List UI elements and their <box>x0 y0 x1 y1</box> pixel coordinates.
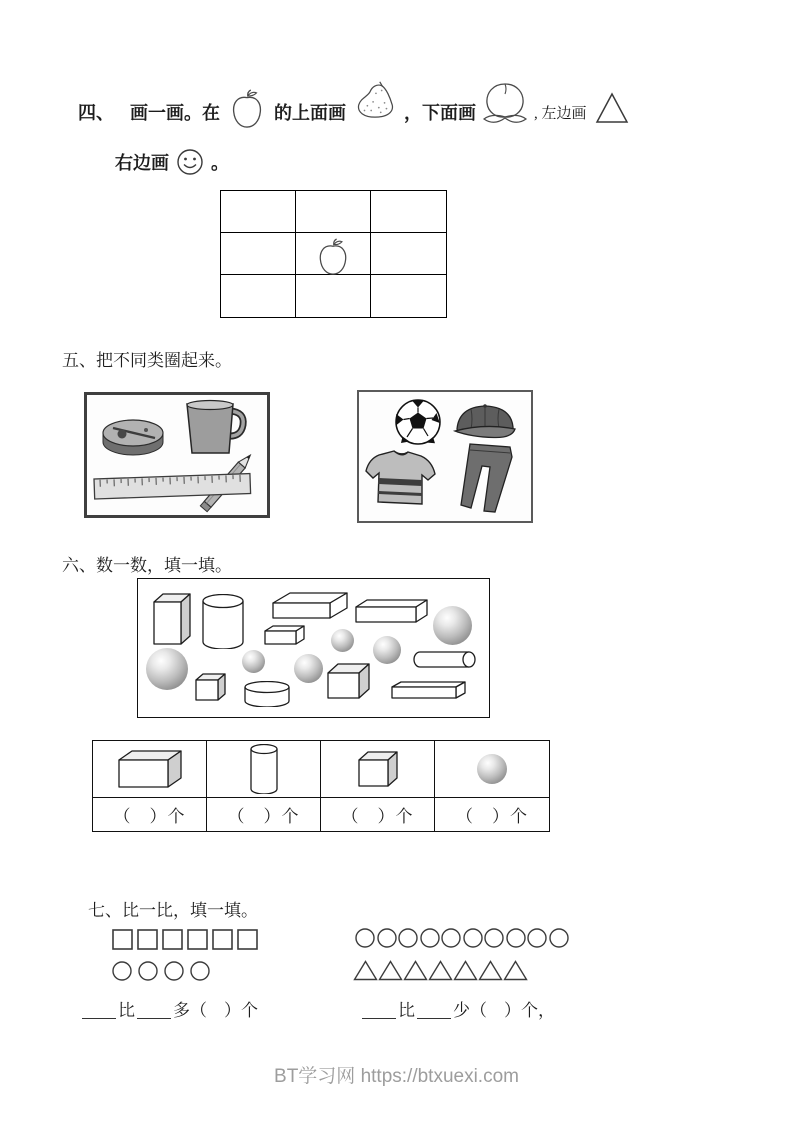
circle-outline-icon <box>506 928 526 948</box>
cuboid-solid <box>355 599 428 623</box>
soccer-ball <box>396 400 440 444</box>
cuboid-solid <box>391 681 466 699</box>
q6-answer-blank: （ ）个 <box>93 798 207 831</box>
cuboid-solid <box>264 625 305 645</box>
square-outline-icon <box>137 929 158 950</box>
triangle-outline-icon <box>453 960 478 981</box>
q4-position-grid <box>220 190 447 318</box>
grid-cell-center <box>296 233 371 275</box>
circle-outline-icon <box>527 928 547 948</box>
triangle-outline-icon <box>378 960 403 981</box>
answer-blank <box>137 1001 171 1019</box>
q7-left-suffix: 多（ ）个 <box>173 1001 258 1020</box>
q6-table-shape-sphere <box>435 741 549 798</box>
cylinder-v-solid <box>202 594 244 649</box>
cylinder-v-solid <box>244 681 290 707</box>
q7-right-bi: 比 <box>398 1001 415 1020</box>
q6-title: 六、数一数，填一填。 <box>62 556 232 575</box>
grid-cell <box>371 275 446 317</box>
sphere-solid <box>433 606 472 645</box>
grid-cell <box>371 191 446 233</box>
grid-cell <box>296 275 371 317</box>
circle-outline-icon <box>484 928 504 948</box>
q7-right-suffix: 少（ ）个， <box>453 1001 555 1020</box>
sphere-solid <box>146 648 188 690</box>
sphere-solid <box>477 754 507 784</box>
q7-right-answer-line <box>360 996 555 1021</box>
q7-title: 七、比一比，填一填。 <box>88 901 258 920</box>
apple-icon <box>315 228 351 280</box>
q4-line1 <box>78 86 629 138</box>
square-outline-icon <box>237 929 258 950</box>
q7-left-circles-row <box>112 961 210 981</box>
triangle-outline-icon <box>353 960 378 981</box>
q7-right-triangles-row <box>353 960 528 981</box>
mug <box>187 401 243 454</box>
circle-outline-icon <box>463 928 483 948</box>
circle-outline-icon <box>138 961 158 981</box>
cube-solid <box>195 673 226 701</box>
sphere-solid <box>294 654 323 683</box>
q6-answer-blank: （ ）个 <box>207 798 321 831</box>
cube-solid <box>358 751 398 787</box>
q7-left-answer-line <box>80 996 258 1021</box>
q5-right-picture-box <box>357 390 533 523</box>
q5-left-picture-box <box>84 392 270 518</box>
triangle-outline-icon <box>503 960 528 981</box>
circle-outline-icon <box>190 961 210 981</box>
cuboid-solid <box>153 593 191 645</box>
sphere-solid <box>331 629 354 652</box>
cap <box>455 404 515 437</box>
triangle-outline-icon <box>403 960 428 981</box>
q4-right-label: 右边画 <box>115 153 169 173</box>
square-outline-icon <box>212 929 233 950</box>
answer-blank <box>417 1001 451 1019</box>
cylinder-v-solid <box>250 744 278 794</box>
q6-shapes-box <box>137 578 490 718</box>
q4-below-label: ，下面画 <box>404 103 476 123</box>
square-outline-icon <box>162 929 183 950</box>
q5-title: 五、把不同类圈起来。 <box>62 351 232 370</box>
grid-cell <box>371 233 446 275</box>
q7-left-bi: 比 <box>118 1001 135 1020</box>
q4-above-label: 的上面画 <box>274 103 346 123</box>
q4-number: 四、 <box>78 103 114 123</box>
circle-outline-icon <box>377 928 397 948</box>
circle-outline-icon <box>549 928 569 948</box>
q7-right-circles-row <box>355 928 569 948</box>
grid-cell <box>221 275 296 317</box>
peach-icon <box>480 81 530 127</box>
q4-left-label: , 左边画 <box>534 105 587 122</box>
circle-outline-icon <box>441 928 461 948</box>
sphere-solid <box>373 636 401 664</box>
smiley-face-icon <box>176 148 204 176</box>
q4-line2 <box>115 146 229 178</box>
answer-blank <box>362 1001 396 1019</box>
q4-period: 。 <box>211 153 229 173</box>
sphere-solid <box>242 650 265 673</box>
q6-answer-table <box>92 740 550 832</box>
footer-site-credit: BT学习网 https://btxuexi.com <box>274 1066 519 1087</box>
cube-solid <box>327 663 370 699</box>
q7-left-squares-row <box>112 929 258 950</box>
q6-table-shape-cuboid <box>93 741 207 798</box>
circle-outline-icon <box>355 928 375 948</box>
circle-outline-icon <box>164 961 184 981</box>
trousers <box>461 444 512 512</box>
cuboid-solid <box>272 592 348 619</box>
triangle-outline-icon <box>478 960 503 981</box>
circle-outline-icon <box>420 928 440 948</box>
q4-intro: 画一画。在 <box>130 103 220 123</box>
cuboid-solid <box>118 750 182 788</box>
circle-outline-icon <box>112 961 132 981</box>
answer-blank <box>82 1001 116 1019</box>
grid-cell <box>221 191 296 233</box>
q6-table-shape-cube <box>321 741 435 798</box>
pear-icon <box>352 79 398 121</box>
q6-answer-blank: （ ）个 <box>321 798 435 831</box>
ruler <box>94 474 251 499</box>
triangle-outline-icon <box>428 960 453 981</box>
triangle-icon <box>595 92 629 124</box>
apple-icon <box>228 88 266 130</box>
square-outline-icon <box>187 929 208 950</box>
sweater <box>366 451 435 504</box>
q6-answer-blank: （ ）个 <box>456 807 528 826</box>
cylinder-h-solid <box>413 651 476 668</box>
q6-table-shape-cylinder <box>207 741 321 798</box>
circle-outline-icon <box>398 928 418 948</box>
square-outline-icon <box>112 929 133 950</box>
pencil-sharpener <box>103 420 163 455</box>
grid-cell <box>221 233 296 275</box>
